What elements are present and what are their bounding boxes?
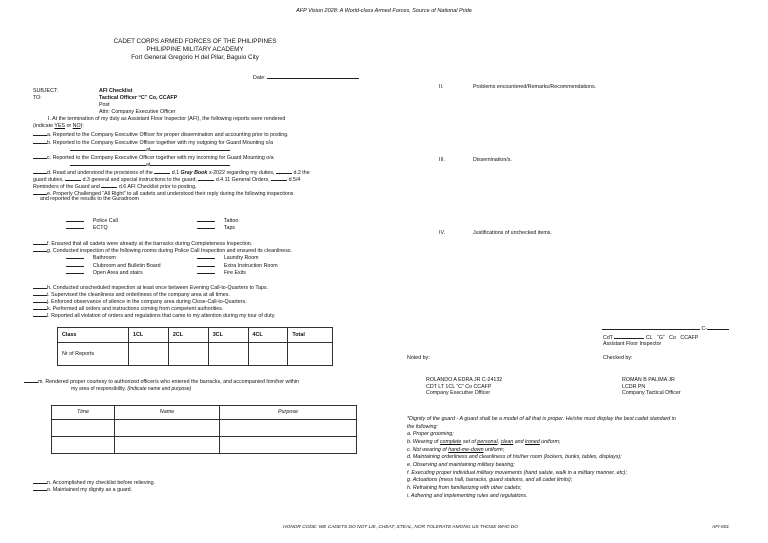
cell-2cl[interactable]	[168, 343, 208, 366]
noted-rank: CDT LT 1CL “C” Co CCAFP	[426, 383, 492, 390]
item-l: l. Reported all violation of orders and regulations that came to my attention during my tour of duty.	[33, 311, 275, 320]
to-attn: Attn: Company Executive Officer	[99, 109, 176, 115]
honor-code-footer: HONOR CODE: WE CADETS DO NOT LIE, CHEAT, STEAL, NOR TOLERATE AMONG US THOSE WHO DO	[283, 525, 518, 530]
item-k-check[interactable]	[33, 304, 47, 310]
to-post: Post	[99, 102, 110, 108]
dignity-note: *Dignity of the guard - A guard shall be a model of all that is proper. He/she must display the best cadet standard in the following: a. Proper grooming; b. Wearing of complete set of personal, clean and ironed uniform; c. Not wearing of hand-me-down uniform; d. Maintaining orderliness and cleanliness of his/her room (lockers, bunks, tables, displays); e. Observing and maintaining military bearing; f. Executing proper individual military movements (hand salute, walk in a military manner, etc); g. Actuations (mess hall, barracks, guard stations, and all cadet limits); h. Refraining from familiarizing with other cadets; i. Adhering and implementing rules and regulations.	[407, 416, 676, 499]
item-b-check[interactable]	[33, 138, 47, 144]
table-row	[52, 420, 357, 437]
item-g-check[interactable]	[33, 246, 47, 252]
cell-1cl[interactable]	[129, 343, 169, 366]
col-purpose: Purpose	[220, 406, 357, 420]
col-4cl: 4CL	[248, 328, 288, 343]
col-total: Total	[288, 328, 333, 343]
item-d-line-1: d. Read and understood the provisions of the d.1 Gray Book s-2022 regarding my duties, d.2 the	[33, 168, 310, 177]
table-row	[52, 437, 357, 454]
checked-by-block	[622, 377, 681, 397]
room-laundry: Laundry Room	[197, 253, 259, 262]
reports-table	[57, 327, 333, 366]
item-h-check[interactable]	[33, 283, 47, 289]
item-l-check[interactable]	[33, 311, 47, 317]
item-c-check[interactable]	[33, 153, 47, 159]
intro-line-2: (indicate YES or NO):	[33, 123, 84, 129]
table-row	[58, 343, 333, 366]
noted-position: Company Executive Officer	[426, 390, 491, 397]
noted-by-label: Noted by:	[407, 355, 430, 361]
checked-name: ROMAN B PALIMA JR	[622, 377, 675, 383]
item-a: a. Reported to the Company Executive Officer for proper dissemination and accounting prior to posting.	[33, 130, 289, 139]
organization-block	[80, 38, 310, 63]
org-line-1: CADET CORPS ARMED FORCES OF THE PHILIPPINES	[113, 38, 277, 45]
item-b: b. Reported to the Company Executive Officer together with my outgoing for Guard Mounting o/a	[33, 138, 273, 147]
item-o: o. Maintained my dignity as a guard.	[33, 485, 132, 494]
item-g: g. Conducted inspection of the following rooms during Police Call Inspection and ensured its cleanliness.	[33, 246, 292, 255]
to-value: Tactical Officer “C” Co, CCAFP	[99, 95, 178, 101]
col-2cl: 2CL	[168, 328, 208, 343]
item-j: j. Enforced observance of silence in the company area during Close-Call-to-Quarters.	[33, 297, 247, 306]
item-d-check[interactable]	[33, 168, 47, 174]
item-c-time: at	[70, 160, 230, 169]
item-m-line-2: my area of responsibility. (Indicate name and purpose)	[71, 386, 192, 392]
item-d-line-3: Reminders of the Guard and d.6 AFI Checklist prior to posting.	[33, 184, 197, 190]
noted-by-block	[426, 377, 502, 397]
to-label: TO:	[33, 95, 42, 101]
afi-signature-line: C-	[602, 324, 729, 333]
section-ii-title: Problems encountered/Remarks/Recommendations.	[473, 84, 597, 90]
item-e-check[interactable]	[33, 189, 47, 195]
reports-table-header	[58, 328, 333, 343]
item-k: k. Performed all orders and instructions coming from competent authorities.	[33, 304, 223, 313]
item-d-line-2: guard duties, d.3 general and special instructions to the guard, d.4 11 General Orders, d.5/4	[33, 177, 301, 183]
officer-visit-table	[51, 405, 357, 454]
cell-3cl[interactable]	[208, 343, 248, 366]
section-iv-number: IV.	[439, 230, 445, 236]
item-f: f. Ensured that all cadets were already at the barracks during Completeness Inspection.	[33, 239, 252, 248]
afi-rank-line: CdT CL “G” Co CCAFP	[603, 335, 699, 341]
item-n: n. Accomplished my checklist before relieving.	[33, 478, 155, 487]
room-clubroom: Clubroom and Bulletin Board	[66, 261, 161, 270]
date-field[interactable]	[267, 73, 359, 79]
item-e-line-2: and reported the results to the Guradroom	[40, 196, 139, 202]
date-row	[253, 73, 359, 82]
officer-visit-table-header	[52, 406, 357, 420]
row-label-nr-reports: Nr of Reports	[58, 343, 129, 366]
item-i: i. Supervised the cleanliness and orderliness of the company area at all times.	[33, 290, 230, 299]
section-iv-title: Justifications of unchecked items.	[473, 230, 552, 236]
item-i-check[interactable]	[33, 290, 47, 296]
cell-4cl[interactable]	[248, 343, 288, 366]
item-m-line-1: m. Rendered proper courtesy to authorized officer/s who entered the barracks, and accompanied him/her within	[24, 377, 299, 386]
item-h: h. Conducted unscheduled inspection at least once between Evening Call-to-Quarters to Taps.	[33, 283, 268, 292]
yes-option: YES	[54, 123, 66, 129]
item-o-check[interactable]	[33, 485, 47, 491]
room-bathroom: Bathroom	[66, 253, 116, 262]
item-j-check[interactable]	[33, 297, 47, 303]
item-m-check[interactable]	[24, 377, 38, 383]
checked-by-label: Checked by:	[603, 355, 633, 361]
no-option: NO	[72, 123, 81, 129]
item-b-time: at	[70, 145, 230, 154]
date-label: Date:	[253, 75, 266, 81]
inspection-ectq: ECTQ	[66, 223, 108, 232]
section-iii-title: Dissemination/s.	[473, 157, 512, 163]
afi-role: Assistant Floor Inspector	[603, 341, 662, 347]
room-fire-exits: Fire Exits	[197, 268, 246, 277]
org-line-2: PHILIPPINE MILITARY ACADEMY	[146, 46, 244, 54]
item-a-check[interactable]	[33, 130, 47, 136]
section-ii-number: II.	[439, 84, 444, 90]
checked-rank: LCDR PN	[622, 383, 646, 390]
item-c: c. Reported to the Company Executive Officer together with my incoming for Guard Mounting o/a	[33, 153, 274, 162]
col-class: Class	[58, 328, 129, 343]
col-name: Name	[115, 406, 220, 420]
inspection-tattoo: Tattoo	[197, 216, 238, 225]
item-f-check[interactable]	[33, 239, 47, 245]
section-iii-number: III.	[439, 157, 445, 163]
noted-name: ROLANDO A EDRA JR C-24132	[426, 377, 503, 383]
item-e-line-1: e. Properly Challenged “All Right” to all cadets and understood their reply during the following inspections	[33, 189, 293, 198]
intro-line-1: I. At the termination of my duty as Assistant Floor Inspector (AFI), the following reports were rendered	[48, 116, 286, 122]
org-line-3: Fort General Gregorio H del Pilar, Baguio City	[131, 54, 259, 62]
room-open-area: Open Area and stairs	[66, 268, 143, 277]
cell-total[interactable]	[288, 343, 333, 366]
room-extra-instruction: Extra Instruction Room	[197, 261, 278, 270]
motto-header: AFP Vision 2028: A World-class Armed Forces, Source of National Pride	[296, 8, 472, 14]
inspection-police-call: Police Call	[66, 216, 118, 225]
checked-position: Company Tactical Officer	[622, 390, 681, 397]
col-3cl: 3CL	[208, 328, 248, 343]
form-code: AFI-001	[712, 525, 730, 530]
col-time: Time	[52, 406, 115, 420]
afi-signature-field[interactable]	[602, 324, 700, 330]
subject-value: AFI Checklist	[99, 88, 133, 94]
item-n-check[interactable]	[33, 478, 47, 484]
col-1cl: 1CL	[129, 328, 169, 343]
subject-label: SUBJECT:	[33, 88, 59, 94]
inspection-taps: Taps	[197, 223, 235, 232]
